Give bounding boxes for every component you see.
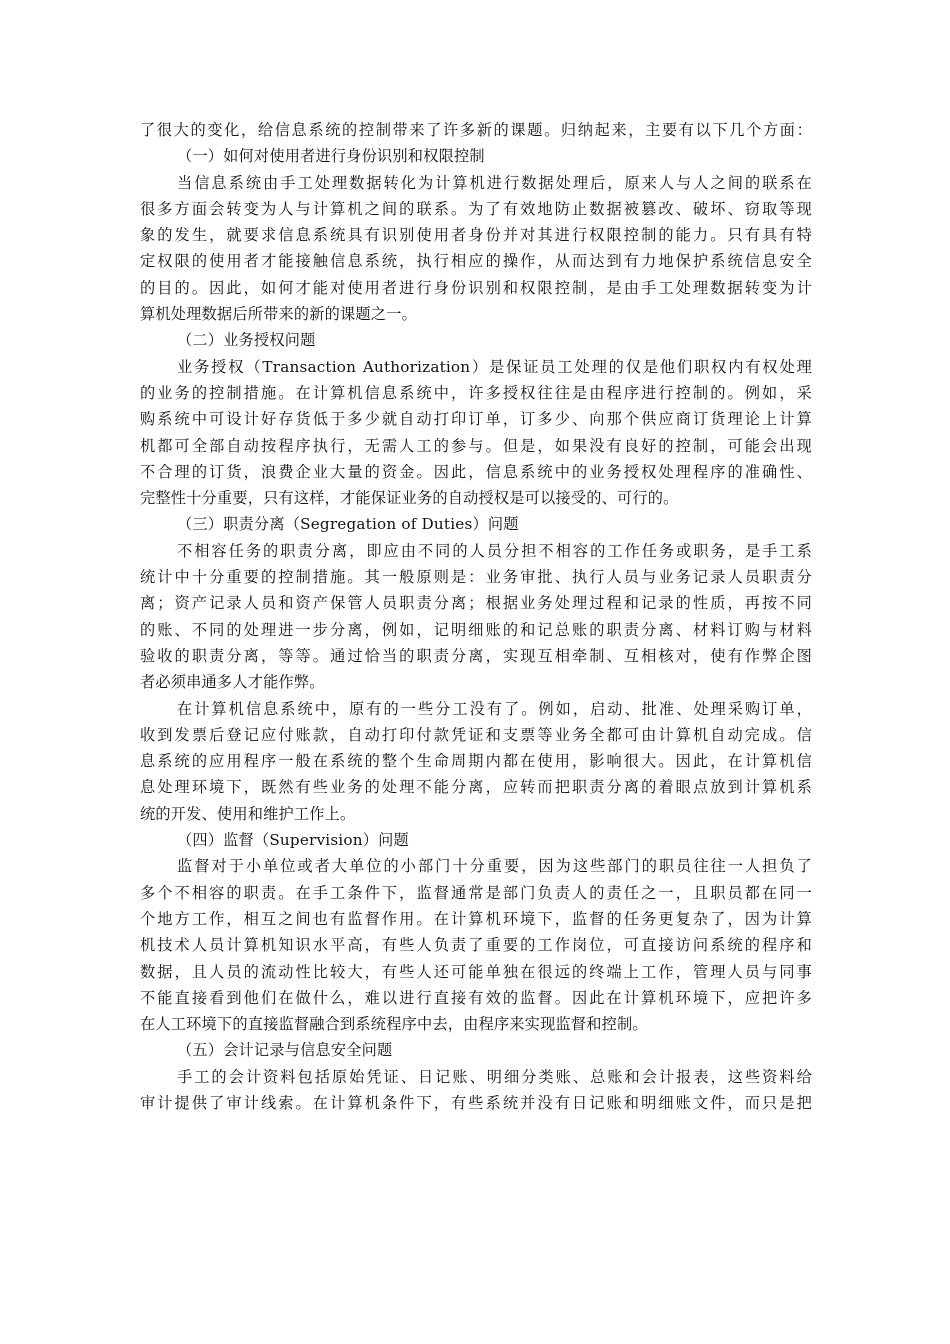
paragraph-line: 息处理环境下，既然有些业务的处理不能分离，应转而把职责分离的着眼点放到计算机系 — [140, 778, 812, 797]
section-heading: （四）监督（Supervision）问题 — [177, 831, 409, 850]
paragraph-line: 审计提供了审计线索。在计算机条件下，有些系统并没有日记账和明细账文件，而只是把 — [140, 1093, 812, 1112]
paragraph-line: 的账、不同的处理进一步分离，例如，记明细账的和记总账的职责分离、材料订购与材料 — [140, 620, 812, 639]
paragraph-line: 个地方工作，相互之间也有监督作用。在计算机环境下，监督的任务更复杂了，因为计算 — [140, 909, 812, 928]
paragraph-last-line: 在人工环境下的直接监督融合到系统程序中去，由程序来实现监督和控制。 — [140, 1015, 648, 1034]
paragraph-first-line: 监督对于小单位或者大单位的小部门十分重要，因为这些部门的职员往往一人担负了 — [177, 857, 812, 876]
paragraph-first-line: 不相容任务的职责分离，即应由不同的人员分担不相容的工作任务或职务，是手工系 — [177, 541, 812, 560]
paragraph-last-line: 统的开发、使用和维护工作上。 — [140, 804, 356, 823]
paragraph-line: 多个不相容的职责。在手工条件下，监督通常是部门负责人的责任之一，且职员都在同一 — [140, 883, 812, 902]
paragraph-first-line: 在计算机信息系统中，原有的一些分工没有了。例如，启动、批准、处理采购订单， — [177, 699, 812, 718]
section-heading: （二）业务授权问题 — [177, 331, 316, 350]
paragraph-line: 离；资产记录人员和资产保管人员职责分离；根据业务处理过程和记录的性质，再按不同 — [140, 594, 812, 613]
paragraph-line: 很多方面会转变为人与计算机之间的联系。为了有效地防止数据被篡改、破坏、窃取等现 — [140, 199, 812, 218]
section-heading: （五）会计记录与信息安全问题 — [177, 1041, 393, 1060]
paragraph-line: 统计中十分重要的控制措施。其一般原则是：业务审批、执行人员与业务记录人员职责分 — [140, 568, 812, 587]
paragraph-line: 机都可全部自动按程序执行，无需人工的参与。但是，如果没有良好的控制，可能会出现 — [140, 436, 812, 455]
paragraph-first-line: 手工的会计资料包括原始凭证、日记账、明细分类账、总账和会计报表，这些资料给 — [177, 1067, 812, 1086]
section-heading: （一）如何对使用者进行身份识别和权限控制 — [177, 147, 485, 166]
paragraph-line: 收到发票后登记应付账款，自动打印付款凭证和支票等业务全都可由计算机自动完成。信 — [140, 725, 812, 744]
paragraph-line: 数据，且人员的流动性比较大，有些人还可能单独在很远的终端上工作，管理人员与同事 — [140, 962, 812, 981]
paragraph-line: 定权限的使用者才能接触信息系统，执行相应的操作，从而达到有力地保护系统信息安全 — [140, 252, 812, 271]
paragraph-first-line: 当信息系统由手工处理数据转化为计算机进行数据处理后，原来人与人之间的联系在 — [177, 173, 812, 192]
document-body — [140, 117, 812, 1116]
paragraph-line: 不合理的订货，浪费企业大量的资金。因此，信息系统中的业务授权处理程序的准确性、 — [140, 462, 812, 481]
paragraph-line: 的业务的控制措施。在计算机信息系统中，许多授权往往是由程序进行控制的。例如，采 — [140, 383, 812, 402]
paragraph-line: 机技术人员计算机知识水平高，有些人负责了重要的工作岗位，可直接访问系统的程序和 — [140, 936, 812, 955]
paragraph-line: 的目的。因此，如何才能对使用者进行身份识别和权限控制，是由手工处理数据转变为计 — [140, 278, 812, 297]
section-heading: （三）职责分离（Segregation of Duties）问题 — [177, 515, 519, 534]
paragraph-line: 象的发生，就要求信息系统具有识别使用者身份并对其进行权限控制的能力。只有具有特 — [140, 226, 812, 245]
paragraph-first-line: 业务授权（Transaction Authorization）是保证员工处理的仅是他们职权内有权处理 — [177, 357, 812, 376]
paragraph-line: 息系统的应用程序一般在系统的整个生命周期内都在使用，影响很大。因此，在计算机信 — [140, 752, 812, 771]
paragraph-last-line: 完整性十分重要，只有这样，才能保证业务的自动授权是可以接受的、可行的。 — [140, 489, 679, 508]
paragraph-last-line: 算机处理数据后所带来的新的课题之一。 — [140, 305, 417, 324]
paragraph-line: 验收的职责分离，等等。通过恰当的职责分离，实现互相牵制、互相核对，使有作弊企图 — [140, 646, 812, 665]
paragraph-last-line: 者必须串通多人才能作弊。 — [140, 673, 325, 692]
paragraph-line: 了很大的变化，给信息系统的控制带来了许多新的课题。归纳起来，主要有以下几个方面： — [140, 121, 812, 139]
paragraph-line: 购系统中可设计好存货低于多少就自动打印订单，订多少、向那个供应商订货理论上计算 — [140, 410, 812, 429]
paragraph-line: 不能直接看到他们在做什么，难以进行直接有效的监督。因此在计算机环境下，应把许多 — [140, 988, 812, 1007]
